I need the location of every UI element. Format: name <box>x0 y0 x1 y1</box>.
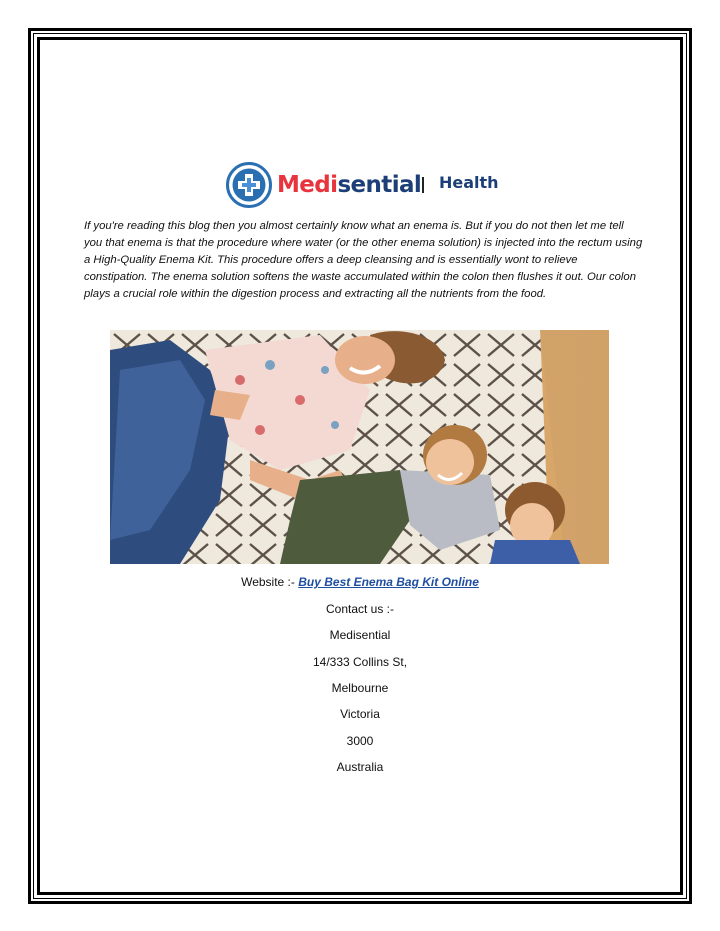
postcode: 3000 <box>346 734 374 748</box>
country: Australia <box>336 760 384 774</box>
website-line <box>0 575 720 589</box>
state: Victoria <box>340 707 380 721</box>
family-lying-on-rug-photo <box>110 330 609 564</box>
website-link[interactable]: Buy Best Enema Bag Kit Online <box>298 575 479 589</box>
medical-cross-logo-icon <box>226 162 272 208</box>
city: Melbourne <box>331 681 389 695</box>
logo-separator <box>422 177 424 193</box>
contact-label: Contact us :- <box>325 602 395 616</box>
company-name: Medisential <box>329 628 391 642</box>
brand-name: Medisential <box>277 172 422 198</box>
website-label: Website :- <box>241 575 299 589</box>
brand-tagline: Health <box>439 173 499 192</box>
intro-paragraph: If you're reading this blog then you almost certainly know what an enema is. But if you do not then let me tell you that enema is that the procedure where water (or the other enema solution) is injected into the rectum using a High-Quality Enema Kit. This procedure offers a deep cleansing and is essentially wont to relieve constipation. The enema solution softens the waste accumulated within the colon then flushes it out. Our colon plays a crucial role within the digestion process and extracting all the nutrients from the food. <box>84 220 643 300</box>
brand-logo <box>226 160 499 210</box>
street-address: 14/333 Collins St, <box>312 655 408 669</box>
